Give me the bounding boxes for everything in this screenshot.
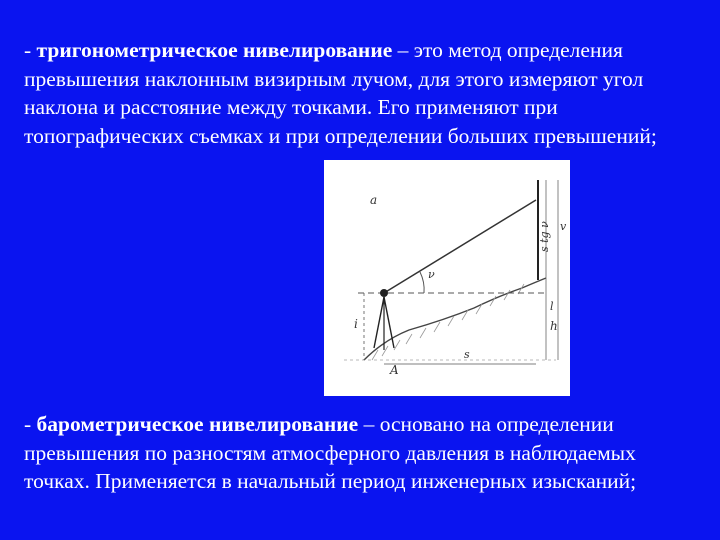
height-diff-label: h <box>550 319 558 333</box>
distance-label: s <box>464 348 470 361</box>
s-tg-label: s tg ν <box>538 221 551 252</box>
trig-leveling-text: – это метод определения превышения наклонным визирным лучом, для этого измеряют угол наклона и расстояние между точками. Его применяют при топографических съемках и при определении больших превышений; <box>24 38 657 148</box>
instrument-height-label: i <box>354 317 358 331</box>
baro-leveling-text: – основано на определении превышения по разностям атмосферного давления в наблюдаемых точках. Применяется в начальный период инженерных изысканий; <box>24 412 637 493</box>
bullet-dash: - <box>24 38 37 62</box>
angle-label: ν <box>428 268 435 281</box>
point-a-label: A <box>390 363 399 377</box>
bullet-dash: - <box>24 412 37 436</box>
v-label: v <box>560 220 567 233</box>
baro-leveling-term: барометрическое нивелирование <box>36 412 359 436</box>
baro-leveling-paragraph <box>24 410 704 496</box>
terrain-profile <box>364 278 546 360</box>
trig-leveling-diagram <box>324 160 570 396</box>
instrument-head <box>380 289 388 297</box>
trig-leveling-paragraph <box>24 36 704 150</box>
trig-leveling-term: тригонометрическое нивелирование <box>36 38 393 62</box>
angle-arc <box>420 272 424 293</box>
corner-label: а <box>370 193 378 207</box>
l-label: l <box>550 300 554 313</box>
inclined-sight-line <box>384 200 536 293</box>
